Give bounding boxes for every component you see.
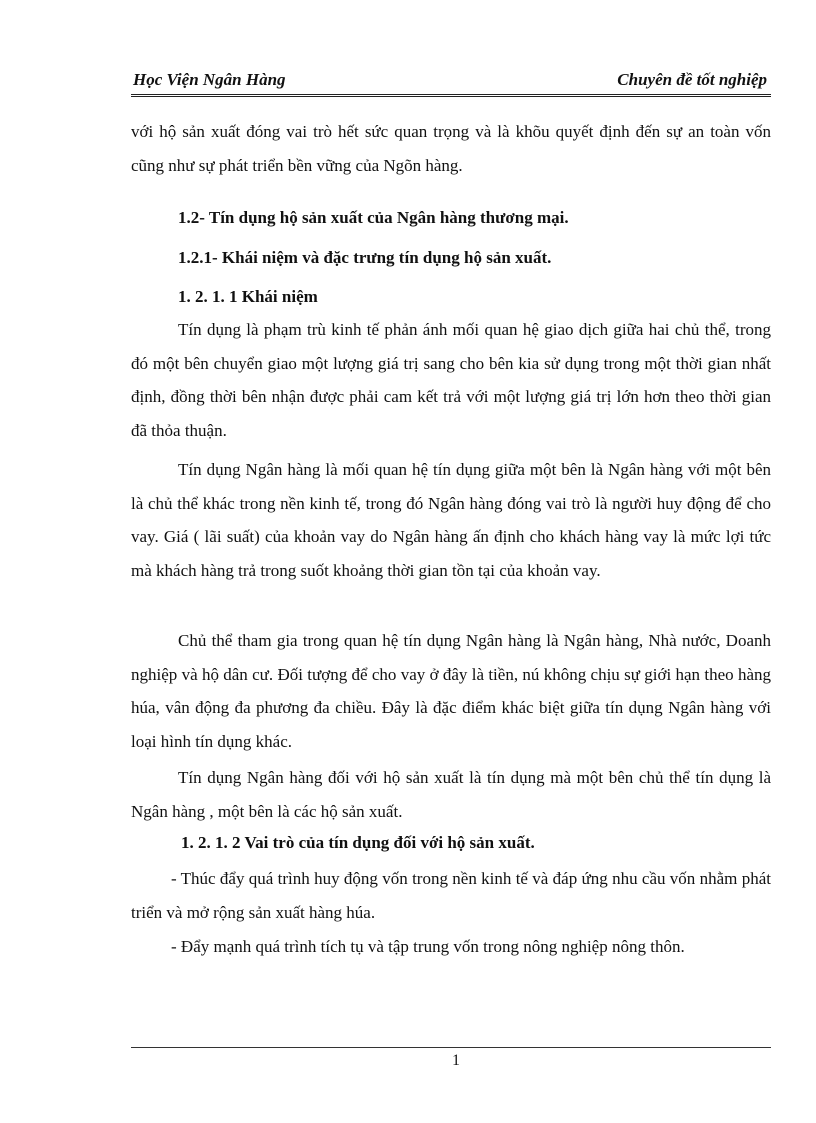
- paragraph-credit-definition: Tín dụng là phạm trù kinh tế phản ánh mối quan hệ giao dịch giữa hai chủ thể, trong đó một bên chuyển giao một lượng giá trị sang cho bên kia sử dụng trong một thời gian nhất định, đồng thời bên nhận được phải cam kết trả với một lượng giá trị lớn hơn theo thời gian đã thỏa thuận.: [131, 320, 771, 440]
- section-heading-1-2-1: 1.2.1- Khái niệm và đặc trưng tín dụng hộ sản xuất.: [178, 248, 552, 267]
- section-heading-1-2-1-2: 1. 2. 1. 2 Vai trò của tín dụng đối với hộ sản xuất.: [181, 833, 535, 852]
- paragraph-household-credit: Tín dụng Ngân hàng đối với hộ sản xuất là tín dụng mà một bên chủ thể tín dụng là Ngân hàng , một bên là các hộ sản xuất.: [131, 768, 771, 821]
- header-doc-type: Chuyên đề tốt nghiệp: [617, 70, 767, 89]
- intro-paragraph: với hộ sản xuất đóng vai trò hết sức quan trọng và là khõu quyết định đến sự an toàn vốn cũng như sự phát triển bền vững của Ngõn hàng.: [131, 122, 771, 175]
- bullet-capital-accumulation: - Đẩy mạnh quá trình tích tụ và tập trung vốn trong nông nghiệp nông thôn.: [171, 937, 685, 956]
- section-heading-1-2-1-1: 1. 2. 1. 1 Khái niệm: [178, 287, 318, 306]
- paragraph-participants: Chủ thể tham gia trong quan hệ tín dụng Ngân hàng là Ngân hàng, Nhà nước, Doanh nghiệp và hộ dân cư. Đối tượng để cho vay ở đây là tiền, nú không chịu sự giới hạn theo hàng húa, vân động đa phương đa chiều. Đây là đặc điểm khác biệt giữa tín dụng Ngân hàng với loại hình tín dụng khác.: [131, 631, 771, 751]
- page-header: [131, 70, 771, 97]
- paragraph-bank-credit: Tín dụng Ngân hàng là mối quan hệ tín dụng giữa một bên là Ngân hàng với một bên là chủ thể khác trong nền kinh tế, trong đó Ngân hàng đóng vai trò là người huy động để cho vay. Giá ( lãi suất) của khoản vay do Ngân hàng ấn định cho khách hàng vay là mức lợi tức mà khách hàng trả trong suốt khoảng thời gian tồn tại của khoản vay.: [131, 460, 771, 580]
- header-institution: Học Viện Ngân Hàng: [133, 70, 286, 89]
- bullet-capital-mobilization: - Thúc đẩy quá trình huy động vốn trong nền kinh tế và đáp ứng nhu cầu vốn nhằm phát triển và mở rộng sản xuất hàng húa.: [131, 869, 771, 922]
- page-number: 1: [452, 1052, 460, 1069]
- footer-divider: [131, 1047, 771, 1048]
- section-heading-1-2: 1.2- Tín dụng hộ sản xuất của Ngân hàng thương mại.: [178, 208, 569, 227]
